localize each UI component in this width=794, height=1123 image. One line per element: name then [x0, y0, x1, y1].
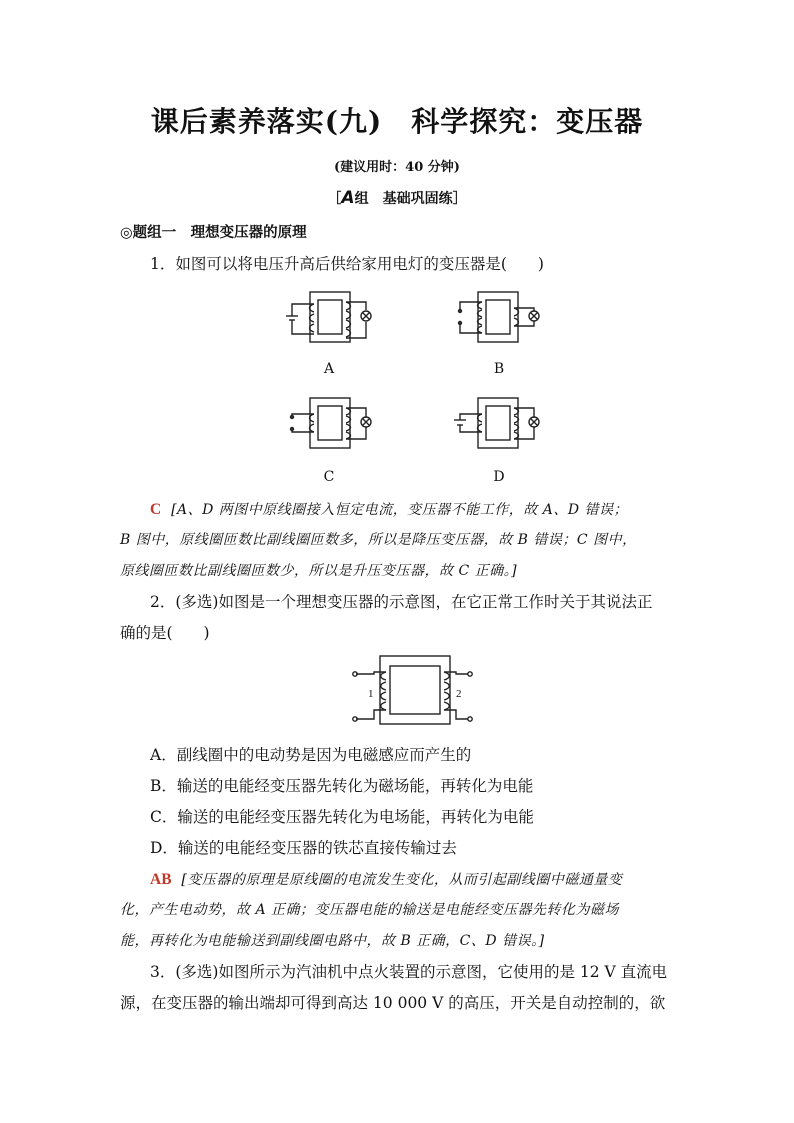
option-label-a: A — [323, 361, 335, 377]
group-bracket-right: ］ — [452, 191, 467, 207]
question-1-explanation-line-2: B 图中，原线圈匝数比副线圈匝数多，所以是降压变压器，故 B 错误；C 图中， — [120, 532, 637, 548]
transformer-diagram-a — [280, 286, 380, 352]
question-1-answer-line-1 — [150, 499, 710, 520]
question-1-explanation: [A、D 两图中原线圈接入恒定电流，变压器不能工作，故 A、D 错误； — [171, 502, 629, 518]
option-label-c: C — [323, 469, 335, 485]
coil-label-2: 2 — [456, 688, 462, 700]
question-2-option-d: D．输送的电能经变压器的铁芯直接传输过去 — [150, 839, 457, 857]
question-3-stem-line-2: 源，在变压器的输出端却可得到高达 10 000 V 的高压，开关是自动控制的，欲 — [120, 994, 666, 1012]
group-label: 组 基础巩固练 — [354, 191, 453, 207]
question-1-stem: 1．如图可以将电压升高后供给家用电灯的变压器是( ) — [150, 255, 544, 273]
transformer-diagram-c — [280, 392, 380, 458]
transformer-diagram-d — [448, 392, 548, 458]
question-1-answer: C — [150, 501, 162, 518]
section-heading: ◎题组一 理想变压器的原理 — [120, 224, 307, 241]
time-suggestion: (建议用时：40 分钟) — [334, 160, 460, 175]
question-2-explanation-line-2: 化，产生电动势，故 A 正确；变压器电能的输送是电能经变压器先转化为磁场 — [120, 902, 620, 918]
question-2-stem-line-2: 确的是( ) — [120, 624, 210, 642]
question-3-stem-line-1: 3．(多选)如图所示为汽油机中点火装置的示意图，它使用的是 12 V 直流电 — [150, 963, 668, 981]
question-2-option-c: C．输送的电能经变压器先转化为电场能，再转化为电能 — [150, 808, 534, 826]
option-label-b: B — [493, 361, 505, 377]
ideal-transformer-diagram — [350, 652, 480, 728]
option-label-d: D — [493, 469, 505, 485]
coil-label-1: 1 — [368, 688, 374, 700]
question-2-answer-line-1 — [150, 869, 710, 890]
question-2-option-a: A．副线圈中的电动势是因为电磁感应而产生的 — [150, 746, 472, 764]
question-1-explanation-line-3: 原线圈匝数比副线圈匝数少，所以是升压变压器，故 C 正确。] — [120, 563, 518, 579]
question-2-explanation-line-3: 能，再转化为电能输送到副线圈电路中，故 B 正确，C、D 错误。] — [120, 933, 545, 949]
page-title: 课后素养落实(九) 科学探究：变压器 — [150, 105, 644, 138]
question-2-stem-line-1: 2．(多选)如图是一个理想变压器的示意图，在它正常工作时关于其说法正 — [150, 593, 653, 611]
question-2-explanation: [变压器的原理是原线圈的电流发生变化，从而引起副线圈中磁通量变 — [181, 872, 623, 888]
question-2-option-b: B．输送的电能经变压器先转化为磁场能，再转化为电能 — [150, 777, 534, 795]
transformer-diagram-b — [448, 286, 548, 352]
group-letter: A — [341, 188, 355, 208]
question-2-answer: AB — [150, 871, 172, 888]
group-heading — [0, 188, 794, 208]
group-bracket-left: ［ — [327, 191, 342, 207]
